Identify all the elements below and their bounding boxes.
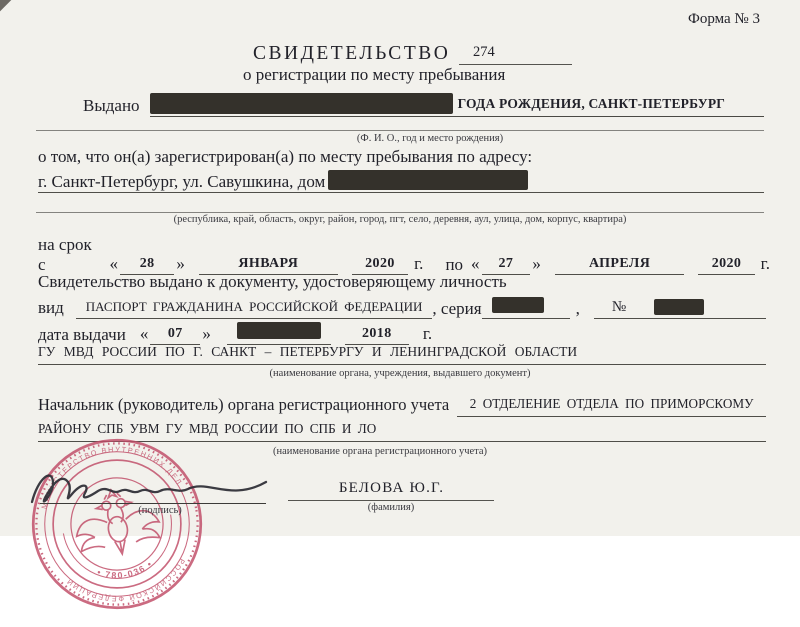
- period-from-day: 28: [120, 256, 174, 275]
- series-label: , серия: [432, 299, 482, 318]
- surname-line: [288, 500, 494, 501]
- year-suffix: г.: [422, 324, 433, 343]
- issue-year: 2018: [345, 326, 409, 345]
- official-seal-stamp: [14, 421, 220, 627]
- identity-document-intro: Свидетельство выдано к документу, удостоверяющему личность: [38, 272, 507, 291]
- number-sign: №: [611, 299, 627, 315]
- authority-value-line2: РАЙОНУ СПБ УВМ ГУ МВД РОССИИ ПО СПБ И ЛО: [38, 421, 766, 442]
- year-suffix: г.: [760, 254, 770, 273]
- period-to-month: АПРЕЛЯ: [555, 256, 685, 275]
- registration-statement: о том, что он(а) зарегистрирован(а) по месту пребывания по адресу:: [38, 147, 533, 166]
- svg-text:РОССИЙСКОЙ ФЕДЕРАЦИИ: [63, 556, 192, 613]
- blank-line-fio: [36, 130, 764, 131]
- certificate-number: 274: [459, 44, 572, 65]
- year-suffix: г.: [414, 254, 424, 273]
- address-value: г. Санкт-Петербург, ул. Савушкина, дом: [38, 172, 326, 191]
- authority-label: Начальник (руководитель) органа регистрационного учета: [38, 395, 450, 414]
- redaction-house-number: [328, 170, 528, 190]
- open-quote: «: [471, 254, 480, 273]
- caption-surname: (фамилия): [367, 502, 415, 513]
- comma: ,: [575, 299, 580, 318]
- form-number-label: Форма № 3: [688, 11, 760, 27]
- series-field: [482, 297, 570, 319]
- period-to-year: 2020: [698, 256, 754, 275]
- caption-signature: (подпись): [138, 505, 182, 516]
- issued-value-line: [150, 93, 764, 117]
- type-value: ПАСПОРТ ГРАЖДАНИНА РОССИЙСКОЙ ФЕДЕРАЦИИ: [76, 299, 433, 319]
- issued-label: Выдано: [83, 96, 140, 115]
- type-label: вид: [38, 298, 64, 317]
- issue-date-label: дата выдачи: [38, 325, 126, 344]
- document-subtitle: о регистрации по месту пребывания: [243, 65, 506, 84]
- redaction-number: [654, 299, 704, 315]
- caption-registration-authority: (наименование органа регистрационного учета): [272, 446, 488, 457]
- document-type-row: [38, 297, 766, 319]
- period-from-month: ЯНВАРЯ: [199, 256, 338, 275]
- redaction-issue-month: [237, 322, 321, 339]
- issue-month-field: [227, 322, 331, 345]
- issuing-authority: ГУ МВД РОССИИ ПО Г. САНКТ – ПЕТЕРБУРГУ И ЛЕНИНГРАДСКОЙ ОБЛАСТИ: [38, 344, 766, 365]
- issued-to-row: [83, 93, 764, 117]
- issued-value-suffix: ГОДА РОЖДЕНИЯ, САНКТ-ПЕТЕРБУРГ: [457, 95, 726, 111]
- registration-authority-row: [38, 395, 766, 417]
- redaction-name: [150, 93, 453, 114]
- period-row: [38, 235, 770, 275]
- number-field: [594, 299, 766, 319]
- period-prefix: на срок с: [38, 235, 92, 274]
- close-quote: »: [532, 254, 541, 273]
- signature-line: [40, 503, 266, 504]
- open-quote: «: [139, 324, 149, 343]
- authority-value-line1: 2 ОТДЕЛЕНИЕ ОТДЕЛА ПО ПРИМОРСКОМУ: [457, 396, 766, 417]
- caption-fio: (Ф. И. О., год и место рождения): [356, 133, 504, 144]
- address-row: [38, 170, 764, 193]
- caption-issuing-authority: (наименование органа, учреждения, выдавшего документ): [269, 368, 531, 379]
- document-title: СВИДЕТЕЛЬСТВО: [253, 43, 451, 64]
- stamp-code: • 780-036 •: [95, 558, 155, 581]
- close-quote: »: [176, 254, 185, 273]
- open-quote: «: [109, 254, 118, 273]
- issue-date-row: [38, 322, 580, 345]
- period-to-label: по: [445, 255, 464, 274]
- issue-day: 07: [150, 326, 200, 345]
- official-surname: БЕЛОВА Ю.Г.: [338, 480, 445, 496]
- stamp-ring-text-top: МИНИСТЕРСТВО ВНУТРЕННИХ ДЕЛ: [39, 444, 185, 510]
- scan-corner-artifact: [0, 0, 11, 11]
- caption-address: (республика, край, область, округ, район, город, пгт, село, деревня, аул, улица, дом, корпус, квартира): [173, 214, 627, 225]
- blank-line-address: [36, 212, 764, 213]
- close-quote: »: [202, 324, 211, 343]
- stamp-ring-text-bottom: РОССИЙСКОЙ ФЕДЕРАЦИИ: [64, 556, 187, 604]
- period-to-day: 27: [482, 256, 531, 275]
- redaction-series: [492, 297, 544, 313]
- period-from-year: 2020: [352, 256, 408, 275]
